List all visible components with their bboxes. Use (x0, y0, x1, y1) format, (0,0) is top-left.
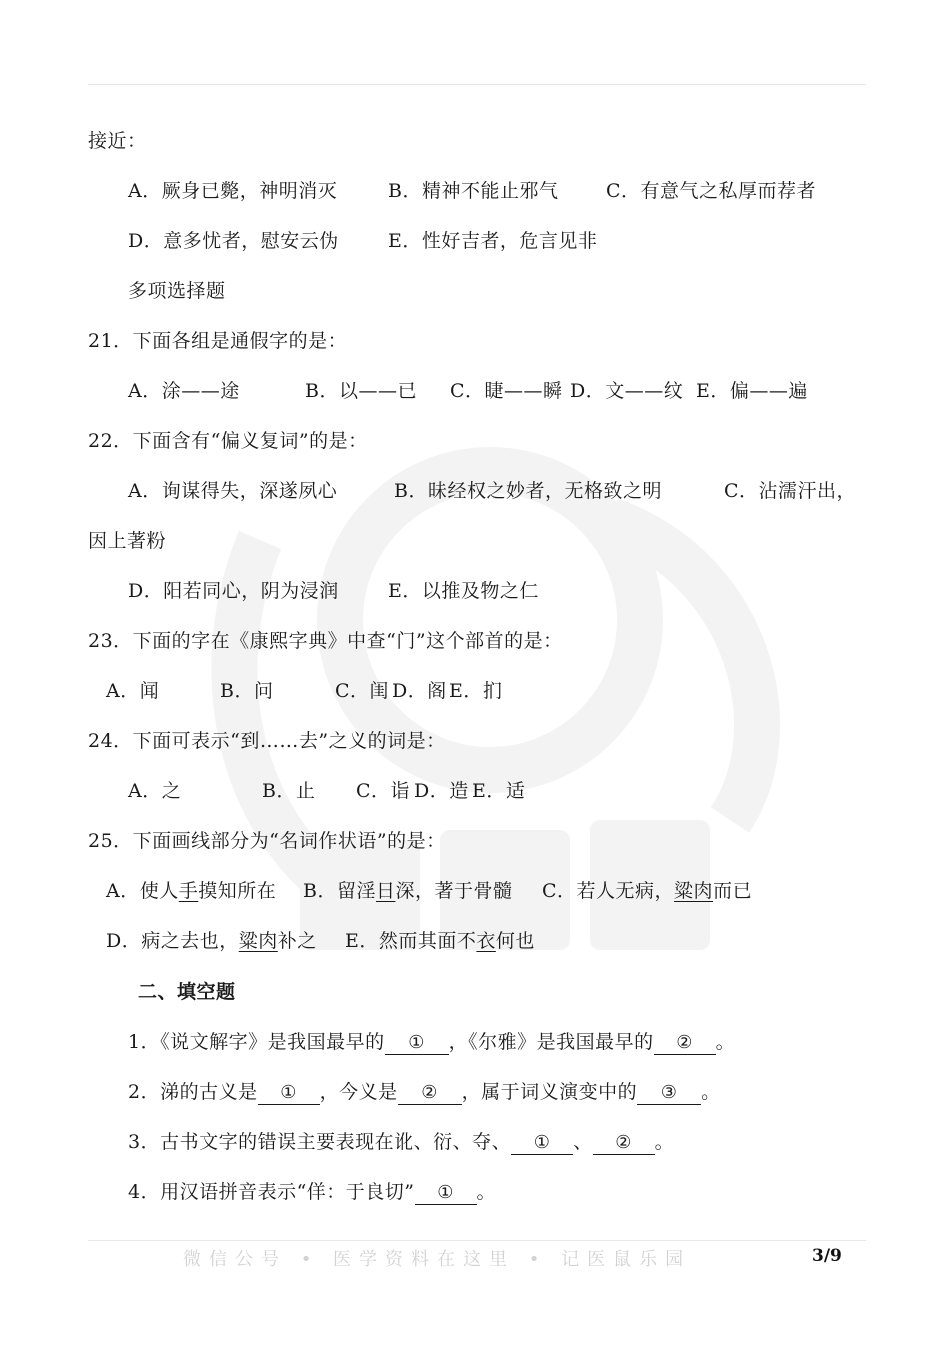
section-fill-in-blank: 二、填空题 (138, 981, 236, 1003)
q25-option-c: C．若人无病，粱肉而已 (542, 880, 753, 902)
fill-question-4: 4．用汉语拼音表示“佯：于良切” ① 。 (128, 1181, 497, 1203)
q24-stem: 24．下面可表示“到……去”之义的词是： (88, 730, 446, 752)
q21-option-c: C．睫——瞬 (450, 380, 563, 402)
q22-option-a: A．询谋得失，深遂夙心 (128, 480, 338, 502)
fill-question-2: 2．涕的古义是 ① ，今义是 ② ，属于词义演变中的 ③ 。 (128, 1081, 721, 1103)
q22-options-row2 (128, 578, 539, 604)
q21-option-e: E．偏——遍 (696, 380, 808, 402)
q24-options (128, 778, 525, 804)
q24-option-b: B．止 (262, 780, 316, 802)
q24-option-e: E．适 (472, 780, 526, 802)
q20-options-row1 (128, 178, 816, 204)
q23-option-a: A．闻 (106, 680, 160, 702)
fill2-blank-2[interactable]: ② (398, 1082, 462, 1105)
q22-option-b: B．昧经权之妙者，无格致之明 (394, 480, 662, 502)
page-number: 3/9 (812, 1246, 842, 1266)
q20-option-d: D．意多忧者，慰安云伪 (128, 230, 339, 252)
fill1-blank-2[interactable]: ② (654, 1032, 716, 1055)
q25-options-row1 (106, 878, 752, 904)
fill-question-1: 1．《说文解字》是我国最早的 ① ，《尔雅》是我国最早的 ② 。 (128, 1031, 736, 1053)
header-rule (88, 84, 866, 85)
q21-option-a: A．涂——途 (128, 380, 240, 402)
footer-text: 微信公号 • 医学资料在这里 • 记医鼠乐园 (183, 1249, 692, 1270)
q22-options-row1 (128, 478, 856, 504)
q24-option-d: D．造 (414, 780, 469, 802)
q25-option-d: D．病之去也，粱肉补之 (106, 930, 317, 952)
q20-option-a: A．厥身已斃，神明消灭 (128, 180, 338, 202)
continuation-text: 接近： (88, 130, 147, 152)
q25-stem: 25．下面画线部分为“名词作状语”的是： (88, 830, 446, 852)
q23-stem: 23．下面的字在《康熙字典》中查“门”这个部首的是： (88, 630, 563, 652)
fill3-blank-1[interactable]: ① (511, 1132, 573, 1155)
q25-option-a: A．使人手摸知所在 (106, 880, 277, 902)
footer-rule (88, 1240, 866, 1241)
q21-stem: 21．下面各组是通假字的是： (88, 330, 348, 352)
q22-option-c: C．沾濡汗出， (724, 480, 857, 502)
q21-options (128, 378, 808, 404)
fill2-blank-3[interactable]: ③ (637, 1082, 701, 1105)
q23-option-e: E．扪 (449, 680, 503, 702)
q20-option-c: C．有意气之私厚而荐者 (606, 180, 817, 202)
q23-options (106, 678, 502, 704)
q23-option-b: B．问 (220, 680, 274, 702)
fill2-blank-1[interactable]: ① (258, 1082, 320, 1105)
q20-option-e: E．性好吉者，危言见非 (388, 230, 598, 252)
fill3-blank-2[interactable]: ② (593, 1132, 655, 1155)
q22-option-d: D．阳若同心，阴为浸润 (128, 580, 339, 602)
q24-option-a: A．之 (128, 780, 182, 802)
q22-stem: 22．下面含有“偏义复词”的是： (88, 430, 368, 452)
q22-option-e: E．以推及物之仁 (388, 580, 539, 602)
q20-option-b: B．精神不能止邪气 (388, 180, 559, 202)
q22-option-c-continued: 因上著粉 (88, 530, 167, 552)
q25-option-b: B．留淫日深，著于骨髓 (303, 880, 513, 902)
q21-option-d: D．文——纹 (570, 380, 684, 402)
q20-options-row2 (128, 228, 597, 254)
fill4-blank-1[interactable]: ① (415, 1182, 477, 1205)
q24-option-c: C．诣 (356, 780, 411, 802)
q23-option-c: C．闺 (335, 680, 390, 702)
section-multi-choice: 多项选择题 (128, 280, 226, 302)
fill-question-3: 3．古书文字的错误主要表现在讹、衍、夺、 ① 、 ② 。 (128, 1131, 675, 1153)
q23-option-d: D．阁 (392, 680, 447, 702)
q21-option-b: B．以——已 (305, 380, 417, 402)
q25-options-row2 (106, 928, 535, 954)
fill1-blank-1[interactable]: ① (385, 1032, 449, 1055)
q25-option-e: E．然而其面不衣何也 (345, 930, 535, 952)
